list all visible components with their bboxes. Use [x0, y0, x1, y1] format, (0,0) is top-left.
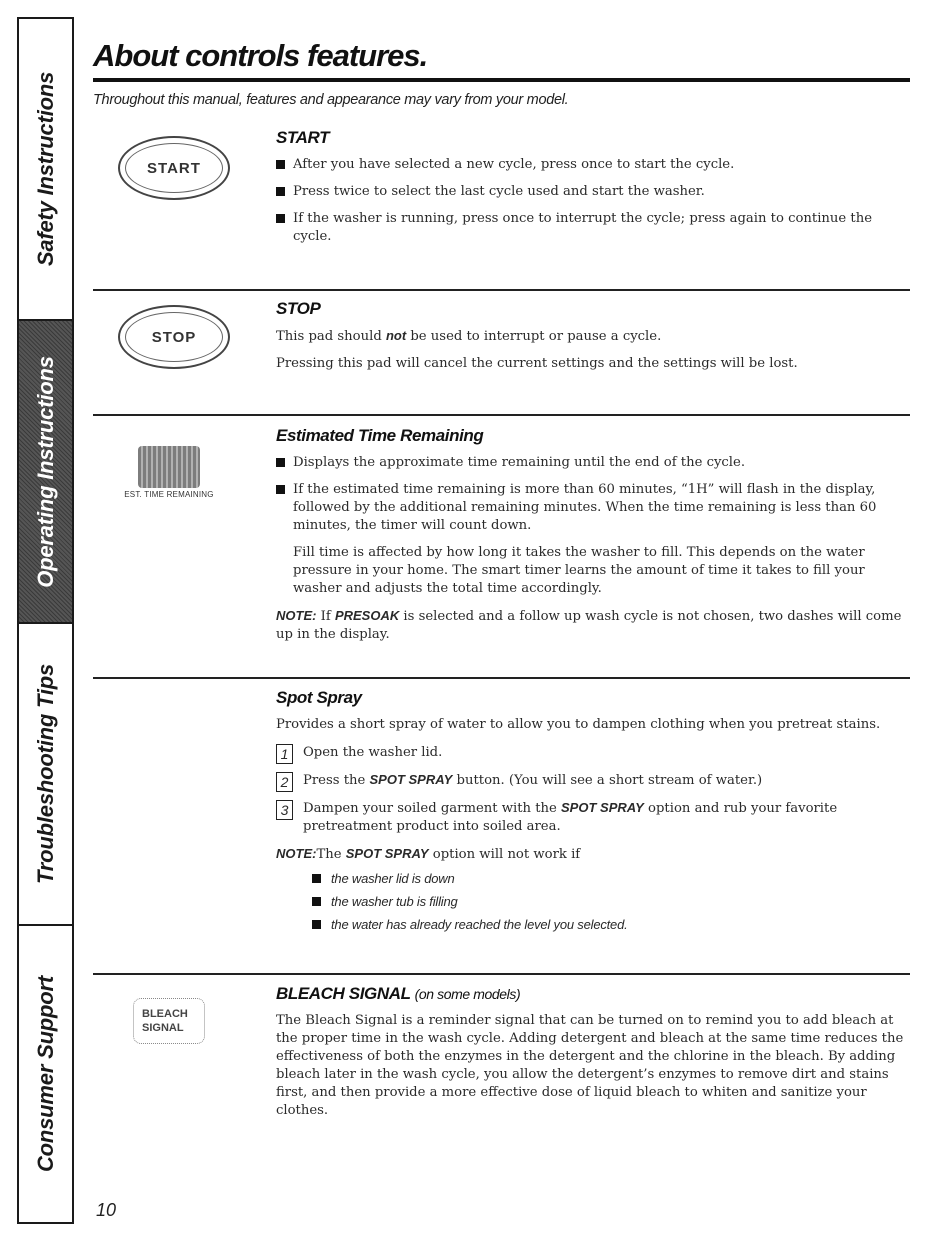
tab-label: Safety Instructions — [32, 71, 58, 267]
presoak-note: NOTE: If PRESOAK is selected and a follow up wash cycle is not chosen, two dashes will come up in the display. — [276, 608, 902, 642]
step-item: 1 Open the washer lid. — [276, 743, 906, 762]
list-item: If the estimated time remaining is more than 60 minutes, “1H” will flash in the display, followed by the additional remaining minutes. When the time remaining is less than 60 minutes, the timer will count down. — [276, 481, 906, 535]
section-divider — [93, 677, 910, 679]
bleach-signal-button-image — [133, 998, 205, 1044]
step-item: 3 Dampen your soiled garment with the SPOT SPRAY option and rub your favorite pretreatment product into soiled area. — [276, 799, 906, 836]
page-title: About controls features. — [93, 38, 428, 73]
bleach-paragraph: The Bleach Signal is a reminder signal that can be turned on to remind you to add bleach at the proper time in the wash cycle. Adding detergent and bleach at the same time reduces the effectiveness of both the enzymes in the detergent and the chlorine in the bleach. By adding bleach later in the wash cycle, you allow the detergent’s enzymes to remove dirt and stains first, and then provide a more effective dose of liquid bleach to whiten and sanitize your clothes. — [276, 1013, 904, 1118]
title-rule — [93, 78, 910, 82]
start-button-image — [118, 136, 230, 200]
fill-time-paragraph: Fill time is affected by how long it takes the washer to fill. This depends on the water pressure in your home. The smart timer learns the amount of time it takes to fill your washer and adjusts the total time accordingly. — [293, 545, 865, 596]
stop-button-image — [118, 305, 230, 369]
section-title: Spot Spray — [276, 688, 362, 707]
start-content — [276, 128, 906, 255]
tab-label: Operating Instructions — [32, 355, 58, 588]
stop-paragraph-2: Pressing this pad will cancel the current settings and the settings will be lost. — [276, 356, 798, 371]
sidebar-rule — [72, 17, 74, 1224]
start-button-label: START — [125, 143, 223, 193]
list-item: Displays the approximate time remaining until the end of the cycle. — [276, 454, 906, 472]
step-number: 2 — [276, 772, 293, 792]
page-subtitle: Throughout this manual, features and appearance may vary from your model. — [93, 92, 569, 108]
bleach-button-line: SIGNAL — [142, 1022, 184, 1034]
spot-spray-note: NOTE:The SPOT SPRAY option will not work if — [276, 846, 581, 862]
tab-safety-instructions[interactable] — [19, 19, 72, 321]
step-number: 1 — [276, 744, 293, 764]
time-display-label: EST. TIME REMAINING — [124, 490, 214, 499]
list-item: If the washer is running, press once to interrupt the cycle; press again to continue the cycle. — [276, 210, 906, 246]
bleach-signal-content — [276, 984, 906, 1129]
emphasis-not: not — [385, 328, 407, 343]
sidebar-tabs — [17, 17, 72, 1224]
list-item: Press twice to select the last cycle used and start the washer. — [276, 183, 906, 201]
bleach-button-line: BLEACH — [142, 1008, 188, 1020]
estimated-time-content — [276, 426, 906, 653]
stop-paragraph-1: This pad should not be used to interrupt or pause a cycle. — [276, 328, 662, 344]
step-item: 2 Press the SPOT SPRAY button. (You will see a short stream of water.) — [276, 771, 906, 790]
condition-item: the washer tub is filling — [312, 893, 906, 910]
section-title: STOP — [276, 299, 321, 318]
section-title: BLEACH SIGNAL (on some models) — [276, 984, 521, 1003]
section-divider — [93, 414, 910, 416]
stop-button-label: STOP — [125, 312, 223, 362]
tab-troubleshooting-tips[interactable] — [19, 624, 72, 926]
section-divider — [93, 973, 910, 975]
stop-content — [276, 299, 906, 382]
page-number: 10 — [96, 1200, 117, 1220]
condition-item: the water has already reached the level you selected. — [312, 916, 906, 933]
tab-operating-instructions[interactable] — [19, 321, 72, 624]
tab-consumer-support[interactable] — [19, 926, 72, 1222]
section-title: Estimated Time Remaining — [276, 426, 484, 445]
tab-label: Consumer Support — [32, 975, 58, 1173]
tab-label: Troubleshooting Tips — [32, 663, 58, 885]
title-suffix: (on some models) — [414, 986, 521, 1002]
spot-spray-intro: Provides a short spray of water to allow you to dampen clothing when you pretreat stains. — [276, 717, 881, 732]
list-item: After you have selected a new cycle, press once to start the cycle. — [276, 156, 906, 174]
spot-spray-content — [276, 688, 906, 939]
section-title: START — [276, 128, 330, 147]
condition-item: the washer lid is down — [312, 870, 906, 887]
section-divider — [93, 289, 910, 291]
step-number: 3 — [276, 800, 293, 820]
time-display-icon — [138, 446, 200, 488]
